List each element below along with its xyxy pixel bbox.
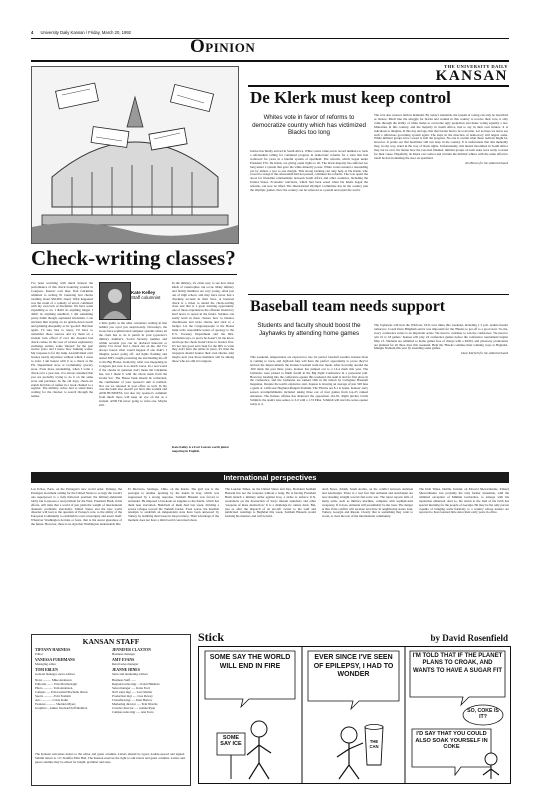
sports-signoff: Dave Kitchell for the editorial board [461, 351, 508, 356]
masthead-line: University Daily Kansan / Friday, March 20, 1992 [40, 30, 131, 35]
intl-col-3: The London Times, on the United States and Iraq. President Saddam Hussein has not the weapons without a bang. He is having President Bush launch a military strike against Iraq, a strike to enforce U.N. resolutions on the destruction of Iraq's missile launchers and other 'weapons of mass destruction.' It is a challenge he cannot duck. But, just as after the dispatch of an aircraft carrier to the Gulf and publicized warnings to Baghdad this week, Saddam Hussein would backing his mentors and will be held. [225, 488, 316, 519]
author-block [131, 290, 167, 300]
editorial-top-rule [248, 85, 509, 87]
panel2-sign: THE CAN [369, 739, 379, 749]
intl-col-5: The Irish Times, Dublin, Ireland, on Edward Shevardnadze. Eduard Shevardnadze was probably the only former statesman, with the admitted exception of Mikhail Gorbachev, to emerge with his reputation enhanced. And so, his return to the land of his birth has special meaning for the people of Georgia. He may be the only person capable of bringing some harmony to a country whose leaders are reported to have learned little since their early years in office. [419, 488, 509, 515]
column-headline: Check-writing classes? [31, 246, 236, 270]
column-rule [31, 274, 237, 275]
column-body-1: I've been watching with much interest the performance of this check bouncing scandal in Congress. Kansas' own Rep. Dan Glickman admitted to writing 81 bouncing bad checks totalling about $36,000. Oops! What happened was the result of a comedy of errors combined with my own lack of discipline. We have some explaining to do. I didn't do anything illegal. I didn't do anything unethical. I did something pretty dumb though, explained Glickman. I can envision him staying on an upside-down beach and grinning sheepishly as he 'goofed'. But then again, I'd sure like to know. I'll have to remember those sources and try them on a student loan officer if ever the dreaded bad check comes. In the case of various explanatory exchange outlets, some 'interest' for the past twelve years and I know how banking works. My response is for my bank. An individual can't bounce nearly anywhere without which, I cease to exist. I am honest with it as a check at the PX. Department store or Community grocery store. Even more astonishing, when I write a check over a year late, it is always assumed that you are probably trying to do it on the same store and purchase. In the old days, check-cut stands had lists of names in a book chained to a register. The military writer had to stand there waiting for the checker to search through the names. [31, 282, 93, 399]
intl-col-1: Los Echos, Paris, on the Pentagon's new world order. Perhaps, the Pentagon document calling for the United States to occupy the world's one superpower is a truly hallowed position; the military-industrial lobby but it exposes a real problem for the West. President Bush, in his efforts, still risks that a world of just plain the weight of international domestic problems. Inevitably, United States and the new world disorder will lead to the question of Europe's role, to the ability of the European Community to establish its own sovereignty and assert itself. Whatever Washington decides or fears, that is the surest guarantee of the future. However, there is no sign that Washington understands this. [31, 488, 122, 527]
column-illustration [31, 66, 239, 244]
folio [31, 30, 131, 35]
intl-title: International perspectives [223, 473, 317, 482]
comic-title: Stick [198, 630, 225, 644]
editorial-body-1: Justice has finally arrived in South Africa. White voters came out in record numbers to back a referendum calling for continued progress in democratic reforms for a state that had wallowed for years in a hateful system of apartheid. The reforms, which began under President F.W. De Klerk, are giving equal rights to all. The black majority has suffered too long under a system that gave the white minority power. White voters needed a resounding yes by almost a two to one margin. This strong backing can only help as De Klerk, who vowed to resign if the referendum had not passed, continues the reforms. The vote opens the doors for friendlier relationships between South Africa and other countries, including the United States. Economic sanctions, which had been eased when De Klerk began the reforms, can now be lifted. The International Olympic Committee has let the country join the Olympic games. Now the country can be removed as a pariah and rejoin the world. [250, 150, 368, 193]
intl-banner [31, 472, 509, 483]
top-rule [31, 38, 509, 39]
column-body-3: In the military, it's often easy to see how these kinds of catastrophes can occur. Many military and family members are very young, often just out of high school, and may have never had a checking account in their lives. A bounced check is a ticket to attend the check-writing class and that is a great learning opportunity, one of those experiences the offender should try hard never to repeat in the future. Soldiers can easily learn in these classes, how to balance checkbooks and write checks and stick to a budget. Let the Congresspeople at the House bank write responsible letters of apology to the U.S. Treasury Department and the IRS. Glickman says, to prove he doesn't, let me know and hope the check doesn't have to bounce first. It's not just good and clean for the IRS to write they don't have the tables in place, it's time the taxpayers should bounce their own checks. And maybe next year those members will be among those who are still in Congress. [172, 282, 234, 364]
nameplate [270, 64, 508, 84]
staff-box [31, 634, 191, 786]
intl-col-2: El Mercurio, Santiago, Chile, on the Kurds. The gulf war is the prologue to another uprising by the Kurds in Iraq, which was suppressed by a strong response. Saddam Hussein was forced to surrender. He imposed a blockade on supplies to the Kurds, which has them near starvation. Hundreds of them died last week, dividing a severe refugee toward the Turkish border. Even worse, the Kurdish attempts to establish an independent state have been answered by Turkey by bombing their bases in Iraqi territory. Their advantage of the moment does not have a timid world concerned about. [128, 488, 219, 523]
comic-strip [198, 646, 511, 784]
editorial-body-2: The vote also restores faith in mankind. By today's standards, the system of voting can only be described as bizarre. Much like the struggle for blacks and women in this country to receive their vote, it only came through the ability of white males to overcome ugly prejudices and make voting equality a law. Minorities in this country, and the majority in South Africa, had to say in their own futures. It is ridiculous to imagine, in this day and age, that that barrier had to be overcome. Let us hope we never see such a ridiculous governing system again. The steps in the direction of democracy still angers some. White militant groups have vowed to halt the progress. No one is certain what those radicals might be, however. It points out that hostilities still run deep in the country. It is unfortunate that this mentality may, in any way, stand in the way of black rights. Unfortunately, this means bloodshed in South Africa may not be over. No matter how the vote had finished, militant groups on both sides were ready to stand for their cause. Hopefully, de Klerk can control and restrain the militant whites with the same effective touch he had in shutting the door on apartheid. Jim Brown for the editorial board [374, 114, 508, 165]
editorial-signoff: Jim Brown for the editorial board [464, 160, 508, 165]
section-rule [31, 60, 509, 62]
column-footnote: Kate Kelley is a Fort Leaven worth junior majoring in English. [172, 445, 230, 453]
staff-fine-print: The Kansan welcomes letters to the editor and guest columns. Letters should be typed, double-spaced and signed. Submit letters to 111 Stauffer-Flint Hall. The Kansan reserves the right to edit letters and guest columns. Letters and guest columns may be edited for length, grammar and taste. [35, 752, 185, 764]
panel3-bubble-2: I'D SAY THAT YOU COULD ALSO SOAK YOURSELF IN COKE [415, 731, 488, 751]
author-photo [99, 282, 131, 320]
comic-byline: by David Rosenfield [430, 633, 508, 643]
sports-body-2: The Jayhawks will host the Wildcats, 18-8, four times this weekend, including a 3 p.m. double header tomorrow. Coach Dave Bingham said it was important for the 'Hawks to get off to a good start. 'To me, every conference series is an important series. We need to continue to win the conference. We need to win 16 to 18 games.' Kansas will play 24 conference games before the conference tournament begins May 13. Students are admitted to home games free of charge with a KUID, and giveaway promotions are planned for all three days this weekend. Help the 'Hawks continue their winning ways at Hoglund-Maupin Stadium this year by attending some games. Dave Kitchell for the editorial board [374, 324, 508, 356]
page-number: 4 [31, 30, 34, 35]
nameplate-title: KANSAN [435, 68, 508, 84]
editorial-headline: De Klerk must keep control [250, 88, 451, 107]
column-body-2: a little guilty as the other customers waiting in line behind you eyed you suspiciously. Nowadays, the stores have sophisticated computer systems where all the clerk has to do is punch in your (operator's military number's, Social Security number and within seconds you can be declared innocent or guilty. I've never had a check run on me, but I've always feared what would happen if one didn't. I imagine poster going off, red lights flashing and armed MP's caught protesting me and hauling me off to the Big House. Ironically, what was happening in Congress just now is so much worse. In a real world if the checks in question don't mean the Glickman has, but I made it with the check mark from the Grand Sec. The House bank should be rechecked, the commander of your sponsor's unit is notified. Nor are we released in post office as well. In my case the bank also doesn't yet have this scandal and AND BUSINESS, but also my sponsor's comment from much more will keep an eye on me as a student. AND I'm never going to write one. Maybe still. [99, 322, 167, 408]
sports-headline: Baseball team needs support [250, 298, 446, 315]
sports-body-1: This weekend, temperatures are expected to rise for perfect baseball weather. Kansas State is coming to town, and Jayhawk fans will have the perfect opportunity to prove they've noticed the improvements the Kansas baseball team has made. After hovering around the .500 mark the past three years, Kansas has jumped out to a 14-4 mark this year. The Jayhawks were picked to finish fourth in the Big Eight Conference in a preseason poll. However, heading into the conference opener this weekend, the team is tied for first place in the conference, and the Jayhawks are ranked 16th in the nation by Collegiate Baseball magazine. Despite the team's explosive start, Kansas is drawing an average of just 328 fans a game at 1,200-seat Hoglund-Maupin Stadium. The 'Hawks are 8-1 at home. Kansas' early season accomplishments included taking three out of four games from top-25 ranked Arkansas. The Kansas offense has shattered the opposition 161-81. Right pitcher Curtis Schmidt, the team's lone senior, is 3-0 with a 1.74 ERA. Schmidt will start the series opener today at 4. [250, 356, 368, 406]
sports-deck: Students and faculty should boost the Jayhawks by attending home games [257, 322, 361, 337]
staff-title: KANSAN STAFF [82, 637, 140, 646]
panel1-sign: SOME SAY ICE [220, 735, 242, 747]
section-title: Opinion [190, 36, 256, 57]
panel1-bubble: SOME SAY THE WORLD WILL END IN FIRE [209, 654, 291, 670]
sports-rule [248, 294, 509, 295]
staff-right: JENNIFER CLAXTON Business manager AMY EVANS Retail sales manager JEANNE HINES Sales and marketing adviser Business Staff ...... Regional sales mgr ... Kristi Hinshaw Sales manager ..... Katie Ford Nat'l sales mgr ..... Lara Shatter Production mgr ..... Lisa Dewey Classified mgr ..... Kim Harlow Marketing director ..... Erin Wesche Creative director ..... Jeanne Ryan Campus sales mgr ..... Ana Torre [112, 648, 160, 714]
panel3-bubble: I'M TOLD THAT IF THE PLANET PLANS TO CROAK, AND WANTS TO HAVE A SUGAR FIT [412, 653, 503, 674]
nameplate-top: THE UNIVERSITY DAILY [444, 64, 508, 69]
editorial-deck: Whites vote in favor of reforms to democratize country which has victimized Blacks too long [252, 114, 366, 136]
author-title: Staff columnist [131, 295, 161, 300]
author-name: Kate Kelley [131, 290, 156, 295]
panel3-reply: SO, COKE IS IT? [467, 708, 499, 720]
staff-left: TIFFANY HARNESS Editor VANESSA FURHMANS Managing editor TOM EBLEN General manager, news adviser News .......... Mike Anderson Editorial ........ Erin Mcellecnagh Photo ............ Tom Anderson Campus ..... Erin Grebell/Rochelle Olson Sports ............ Erin Feeham Arts ............. Cristy Kahn Features ........... Sheldon Myers Graphics .. Aimee Stockard/Jeff Melnick [35, 648, 88, 710]
panel2-bubble: EVER SINCE I'VE SEEN OF EPILEPSY, I HAD TO WONDER [313, 654, 394, 678]
intl-col-4: Arab News, Jiddah, Saudi Arabia, on the conflict between Armenia and Azerbaijan. There is a real fear that Armenia and Azerbaijan are now heading straight toward full-scale war. The latest reports tells of many arms, such as military machine, complete with sophisticated weaponry. If it does, Armenia will presumably be the loser. The danger is that if the conflict will escalate and draw in neighboring states, Iran, Turkey, Georgia and Russia. Clearly that is something they want to avoid, as does the rest of the international community. [322, 488, 413, 519]
